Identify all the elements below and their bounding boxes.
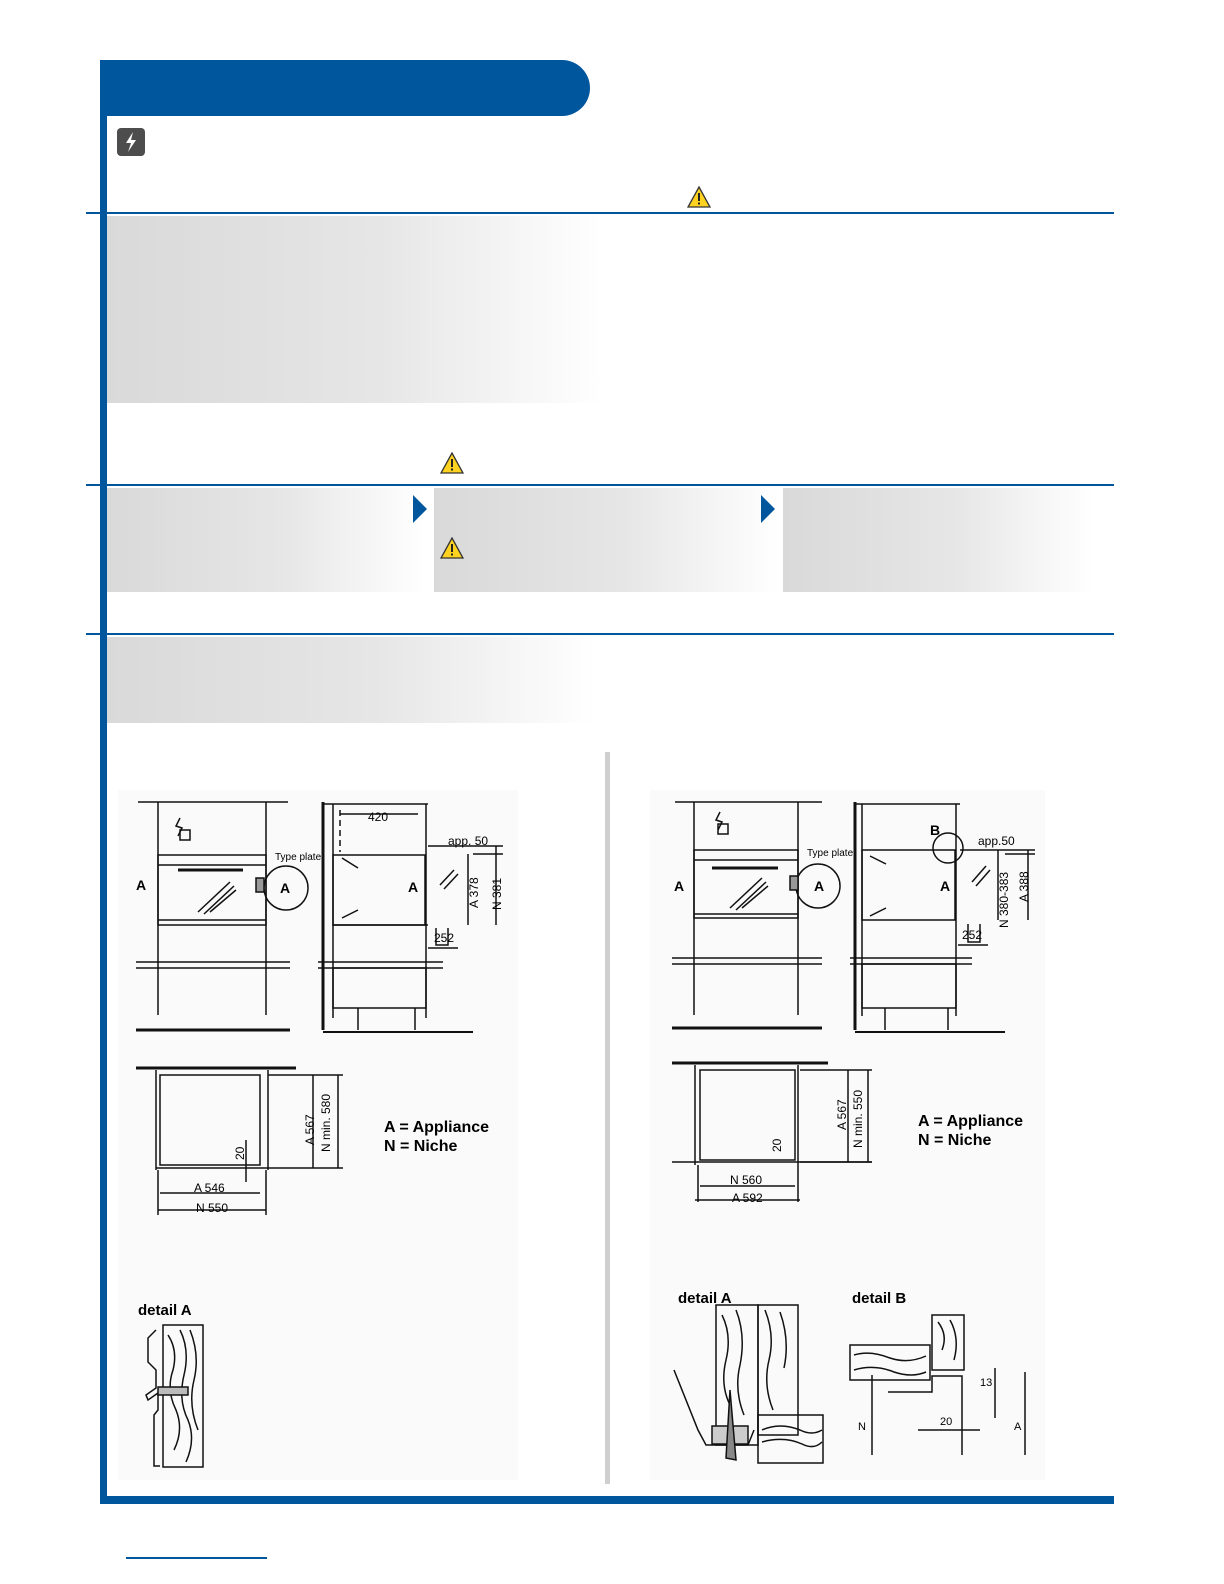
dim-420: 420 <box>368 810 389 824</box>
lightning-icon <box>117 128 145 156</box>
step-box-1 <box>107 488 425 592</box>
dim-a388: A 388 <box>1017 871 1031 902</box>
label-a: A <box>136 877 147 893</box>
label-a: A <box>814 878 825 894</box>
dim-20: 20 <box>233 1146 247 1160</box>
bottom-rule <box>100 1496 1114 1504</box>
installation-drawing-left-svg <box>118 790 518 1480</box>
text-block-background <box>107 216 602 403</box>
figure-separator <box>605 752 610 1484</box>
legend-appliance: A = Appliance <box>918 1113 1024 1130</box>
label-a: A <box>940 878 951 894</box>
text-block-background <box>107 637 595 723</box>
label-b: B <box>930 822 941 838</box>
label-detail-b: detail B <box>852 1290 907 1307</box>
dim-n381: N 381 <box>490 877 504 910</box>
footer-rule <box>126 1557 267 1559</box>
arrow-right-icon <box>761 495 775 523</box>
dim-a567: A 567 <box>303 1114 317 1145</box>
dim-app50: app. 50 <box>448 834 489 848</box>
step-box-2 <box>434 488 779 592</box>
dim-a592: A 592 <box>732 1191 763 1205</box>
dim-app50: app.50 <box>978 834 1015 848</box>
dim-252: 252 <box>962 928 983 942</box>
legend-niche: N = Niche <box>384 1138 458 1155</box>
section-header-tab <box>100 60 590 116</box>
dim-a546: A 546 <box>194 1181 225 1195</box>
section-divider <box>86 212 1114 214</box>
installation-drawing-right-svg <box>650 790 1045 1480</box>
label-a: A <box>408 879 419 895</box>
arrow-right-icon <box>413 495 427 523</box>
dim-n560: N 560 <box>730 1173 763 1187</box>
dim-n380-383: N 380-383 <box>997 871 1011 928</box>
left-margin-rule <box>100 60 107 1503</box>
label-n: N <box>858 1421 866 1433</box>
step-box-3 <box>783 488 1093 592</box>
warning-icon <box>440 452 464 479</box>
label-detail-a: detail A <box>138 1302 192 1319</box>
installation-drawing-right <box>650 790 1045 1480</box>
dim-a567: A 567 <box>835 1099 849 1130</box>
dim-20: 20 <box>940 1416 953 1428</box>
dim-a378: A 378 <box>467 877 481 908</box>
label-type-plate: Type plate <box>807 848 854 859</box>
legend-appliance: A = Appliance <box>384 1119 490 1136</box>
section-divider <box>86 484 1114 486</box>
section-divider <box>86 633 1114 635</box>
dim-n550: N 550 <box>196 1201 229 1215</box>
label-a: A <box>280 880 291 896</box>
warning-icon <box>687 186 711 213</box>
dim-20: 20 <box>770 1138 784 1152</box>
label-a: A <box>1014 1421 1022 1433</box>
warning-icon <box>440 537 464 564</box>
label-detail-a: detail A <box>678 1290 732 1307</box>
dim-252: 252 <box>434 931 455 945</box>
dim-n-min-580: N min. 580 <box>319 1093 333 1152</box>
installation-drawing-left <box>118 790 518 1480</box>
legend-niche: N = Niche <box>918 1132 992 1149</box>
dim-13: 13 <box>980 1377 993 1389</box>
dim-n-min-550: N min. 550 <box>851 1089 865 1148</box>
label-type-plate: Type plate <box>275 852 322 863</box>
label-a: A <box>674 878 685 894</box>
